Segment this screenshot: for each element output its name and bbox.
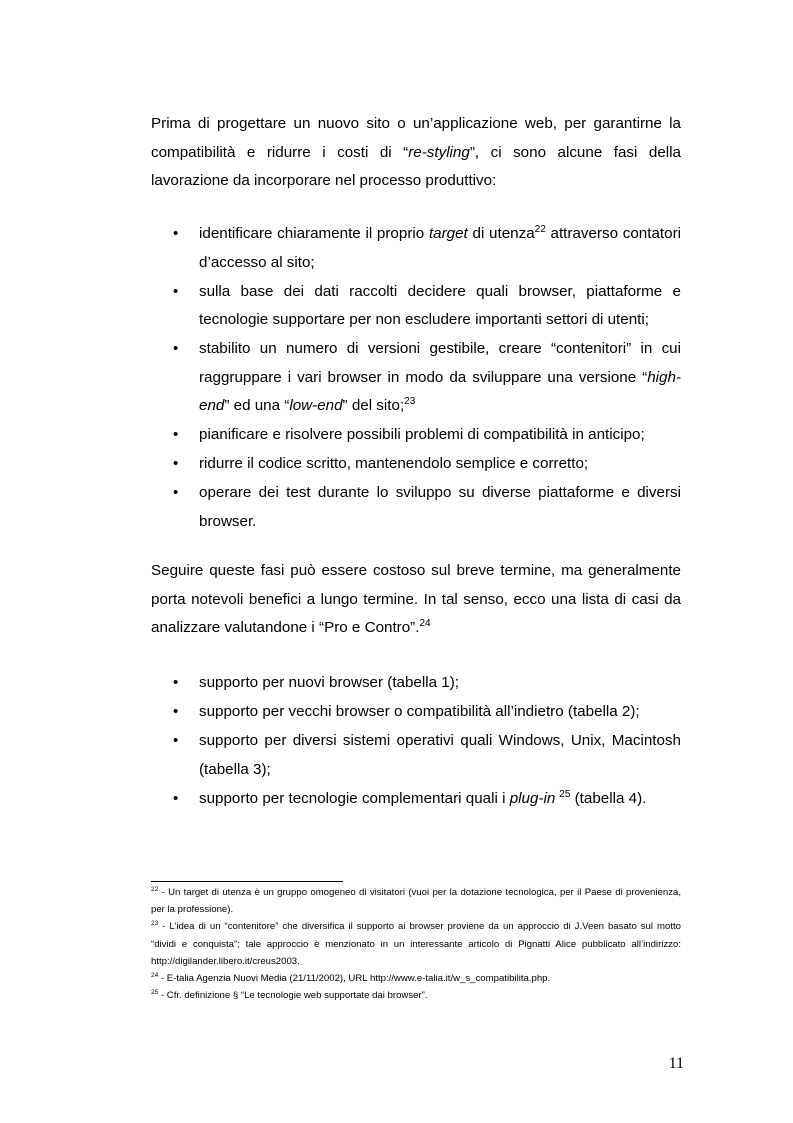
footnote (151, 987, 681, 1004)
list-item-text: stabilito un numero di versioni gestibile, creare “contenitori” in cui raggruppare i vari browser in modo da sviluppare una versione “ (199, 340, 681, 386)
bullet-icon: • (173, 426, 179, 444)
bullet-icon: • (173, 340, 179, 358)
list-item (151, 220, 681, 277)
list-item (151, 278, 681, 335)
list-item (151, 727, 681, 784)
list-item-emphasis: target (428, 225, 468, 242)
list-item (151, 479, 681, 536)
footnote-ref-24[interactable]: 24 (419, 618, 431, 630)
bullet-icon: • (173, 731, 179, 749)
cases-list (151, 669, 681, 814)
bullet-icon: • (173, 225, 179, 242)
bullet-icon: • (173, 702, 179, 720)
list-item (151, 698, 681, 727)
footnote-number: 25 (151, 989, 159, 997)
list-item-text: sulla base dei dati raccolti decidere quali browser, piattaforme e tecnologie supportare per non escludere importanti settori di utenti; (199, 282, 681, 329)
phases-list (151, 220, 681, 537)
list-item-text: (tabella 4). (570, 789, 647, 807)
list-item (151, 669, 681, 698)
footnote-text: - L’idea di un “contenitore” che diversifica il supporto ai browser proviene da un approccio di J.Veen basato sul motto “dividi e conquista”; tale approccio è menzionato in un interessante articolo di Pignatti Alice pubblicato all’indirizzo: http://digilander.libero.it/creus2003. (151, 921, 681, 967)
footnote (151, 970, 681, 987)
list-item-text: supporto per nuovi browser (tabella 1); (199, 674, 460, 691)
list-item-text: ” del sito; (342, 397, 405, 415)
footnote-text: - E-talia Agenzia Nuovi Media (21/11/2002), URL http://www.e-talia.it/w_s_compatibilita.php. (158, 973, 551, 985)
bullet-icon: • (173, 282, 179, 300)
list-item-text: operare dei test durante lo sviluppo su diverse piattaforme e diversi browser. (199, 484, 681, 530)
list-item-emphasis: low-end (289, 397, 343, 415)
intro-paragraph (151, 110, 681, 196)
footnote (151, 884, 681, 918)
list-item-text: supporto per diversi sistemi operativi quali Windows, Unix, Macintosh (tabella 3); (199, 731, 681, 778)
bullet-icon: • (173, 455, 179, 473)
list-item (151, 450, 681, 479)
list-item (151, 335, 681, 421)
list-item-text: ridurre il codice scritto, mantenendolo semplice e corretto; (199, 455, 589, 473)
summary-paragraph (151, 557, 681, 643)
list-item-text: attraverso contatori d’accesso al sito; (199, 225, 681, 271)
footnote-number: 23 (151, 920, 159, 928)
bullet-icon: • (173, 789, 179, 807)
footnote-text: - Un target di utenza è un gruppo omogeneo di visitatori (vuoi per la dotazione tecnologica, per il Paese di provenienza, per la professione). (151, 887, 681, 916)
list-item (151, 785, 681, 814)
intro-text-1: Prima di progettare un nuovo sito o un’applicazione web, per garantirne la compatibilità e ridurre i costi di “ (151, 115, 681, 161)
list-item-text: di utenza (467, 225, 535, 242)
footnote-ref-23[interactable]: 23 (404, 396, 416, 408)
list-item-emphasis: high-end (199, 368, 681, 415)
intro-emphasis: re-styling (408, 143, 470, 161)
footnote-text: - Cfr. definizione § “Le tecnologie web supportate dai browser”. (158, 990, 428, 1002)
list-item-text: pianificare e risolvere possibili problemi di compatibilità in anticipo; (199, 426, 645, 444)
list-item-text: identificare chiaramente il proprio (199, 225, 429, 242)
list-item-text: ” ed una “ (224, 397, 290, 415)
intro-text-2: ”, ci sono alcune fasi della lavorazione da incorporare nel processo produttivo: (151, 143, 681, 190)
footnote-ref-22[interactable]: 22 (534, 224, 546, 235)
footnote-number: 22 (151, 886, 159, 893)
bullet-icon: • (173, 674, 179, 691)
summary-text: Seguire queste fasi può essere costoso sul breve termine, ma generalmente porta notevoli benefici a lungo termine. In tal senso, ecco una lista di casi da analizzare valutandone i “Pro e Contro”. (151, 562, 681, 637)
footnote-number: 24 (151, 972, 159, 980)
list-item (151, 421, 681, 450)
list-item-text: supporto per vecchi browser o compatibilità all’indietro (tabella 2); (199, 702, 640, 720)
list-item-emphasis: plug-in (509, 789, 556, 807)
footnote (151, 918, 681, 970)
footnote-ref-25[interactable]: 25 (559, 788, 571, 800)
bullet-icon: • (173, 484, 179, 502)
footnote-separator (151, 881, 343, 882)
footnotes (151, 884, 681, 1004)
list-item-text: supporto per tecnologie complementari quali i (199, 789, 510, 807)
page-number: 11 (668, 1055, 684, 1072)
